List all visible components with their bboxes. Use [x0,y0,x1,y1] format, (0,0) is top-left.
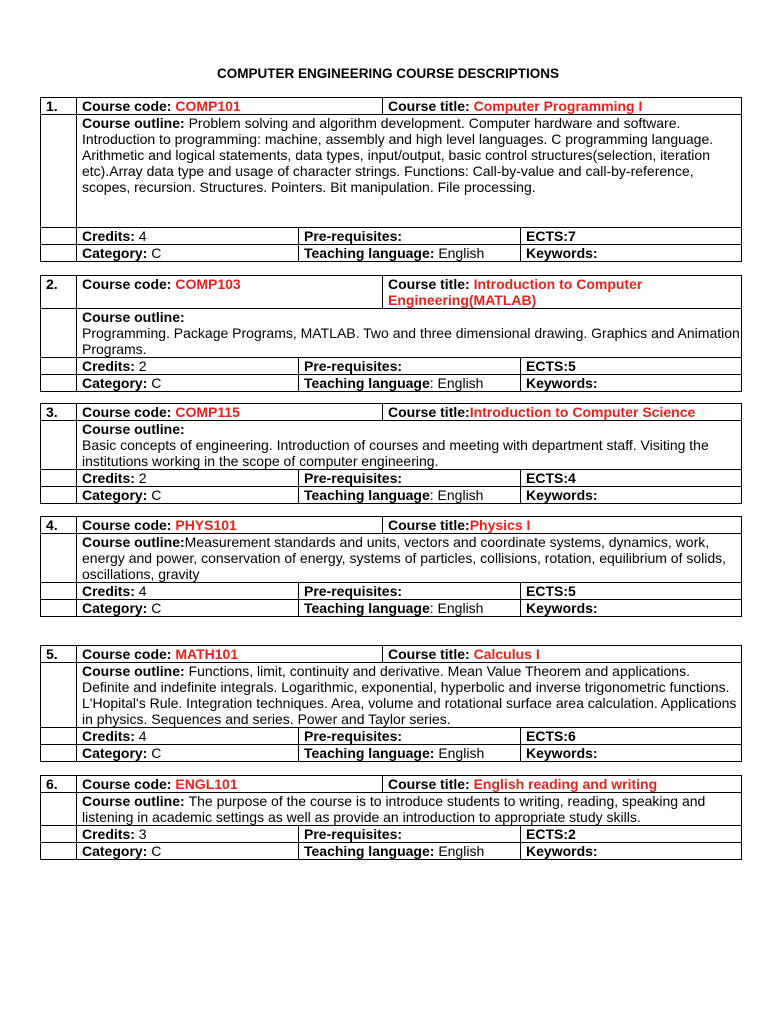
course-title-cell [383,646,742,663]
prerequisites-label: Pre-requisites: [299,826,521,843]
course-code-label: Course code: [82,276,176,292]
keywords-label: Keywords: [521,487,742,504]
category-label: Category: [82,487,152,503]
course-code: ENGL101 [175,776,238,792]
course-title-cell [383,276,742,309]
course-title-label: Course title: [388,404,470,420]
course-category-row [41,487,742,504]
category-value: C [151,600,162,616]
course-number: 1. [41,98,77,115]
teaching-language-label: Teaching language [304,600,430,616]
course-outline: Basic concepts of engineering. Introduction of courses and meeting with department staff. Visiting the institutions working in the scope of computer engineering. [82,437,709,469]
course-title: Introduction to Computer Science [469,404,696,420]
teaching-language-label: Teaching language: [304,745,439,761]
course-outline-cell [77,309,742,358]
credits-label: Credits: [82,228,139,244]
category-cell [77,487,299,504]
course-credits-row [41,826,742,843]
credits-cell [77,228,299,245]
ects-value: ECTS:6 [521,728,742,745]
course-credits-row [41,728,742,745]
credits-cell [77,826,299,843]
teaching-language-value: : English [429,487,484,503]
course-number: 4. [41,517,77,534]
teaching-language-cell [299,745,521,762]
course-code-label: Course code: [82,98,176,114]
course-title-label: Course title: [388,276,474,292]
course-outline: Functions, limit, continuity and derivative. Mean Value Theorem and applications. Definite and indefinite integrals. Logarithmic, exponential, hyperbolic and inverse trigonometric functions. L'Hopital's Rule. Integration techniques. Area, volume and rotational surface area calculation. Applications in physics. Sequences and series. Power and Taylor series. [82,663,737,727]
credits-value: 4 [138,583,147,599]
course-title-label: Course title: [388,98,474,114]
course-outline-label: Course outline: [82,309,185,325]
course-outline-cell [77,534,742,583]
course-title: English reading and writing [473,776,658,792]
course-header-row [41,776,742,793]
category-label: Category: [82,600,152,616]
course-title-cell [383,98,742,115]
course-table-5 [40,645,742,762]
credits-value: 4 [138,728,147,744]
course-header-row [41,646,742,663]
keywords-label: Keywords: [521,375,742,392]
course-outline-cell [77,663,742,728]
course-outline-cell [77,793,742,826]
teaching-language-cell [299,600,521,617]
keywords-label: Keywords: [521,245,742,262]
course-outline-cell [77,421,742,470]
course-table-1 [40,97,742,262]
teaching-language-cell [299,843,521,860]
course-outline: Programming. Package Programs, MATLAB. Two and three dimensional drawing. Graphics and Animation Programs. [82,325,740,357]
course-number: 3. [41,404,77,421]
ects-value: ECTS:5 [521,583,742,600]
category-label: Category: [82,245,152,261]
course-title-cell [383,517,742,534]
category-cell [77,600,299,617]
teaching-language-value: English [438,745,485,761]
course-code-cell [77,646,383,663]
course-code-label: Course code: [82,646,176,662]
course-credits-row [41,470,742,487]
category-cell [77,375,299,392]
course-title: Physics I [469,517,531,533]
category-label: Category: [82,745,152,761]
course-code: COMP101 [175,98,241,114]
credits-label: Credits: [82,358,139,374]
teaching-language-value: : English [429,600,484,616]
credits-cell [77,728,299,745]
teaching-language-label: Teaching language [304,375,430,391]
course-outline: Measurement standards and units, vectors and coordinate systems, dynamics, work, energy and power, conservation of energy, systems of particles, collisions, rotation, equilibrium of solids, oscillations, gravity [82,534,727,582]
course-table-4 [40,516,742,617]
course-table-6 [40,775,742,860]
course-number: 2. [41,276,77,309]
course-header-row [41,98,742,115]
keywords-label: Keywords: [521,600,742,617]
course-code-cell [77,404,383,421]
category-label: Category: [82,843,152,859]
course-outline-cell [77,115,742,228]
course-code-cell [77,517,383,534]
credits-cell [77,470,299,487]
category-value: C [151,245,162,261]
course-table-2 [40,275,742,392]
prerequisites-label: Pre-requisites: [299,583,521,600]
category-cell [77,843,299,860]
teaching-language-value: English [438,843,485,859]
category-value: C [151,745,162,761]
category-value: C [151,843,162,859]
course-outline-row [41,309,742,358]
credits-label: Credits: [82,728,139,744]
course-title: Calculus I [473,646,540,662]
course-code: MATH101 [175,646,239,662]
course-code: COMP115 [175,404,240,420]
course-category-row [41,843,742,860]
course-category-row [41,375,742,392]
credits-cell [77,358,299,375]
course-title-cell [383,404,742,421]
prerequisites-label: Pre-requisites: [299,728,521,745]
course-outline-label: Course outline: [82,115,189,131]
teaching-language-label: Teaching language [304,487,430,503]
prerequisites-label: Pre-requisites: [299,358,521,375]
prerequisites-label: Pre-requisites: [299,228,521,245]
course-category-row [41,245,742,262]
course-title-label: Course title: [388,517,470,533]
ects-value: ECTS:5 [521,358,742,375]
course-code-label: Course code: [82,776,176,792]
course-outline: Problem solving and algorithm development. Computer hardware and software. Introduction to programming: machine, assembly and high level languages. C programming language. Arithmetic and logical statements, data types, input/output, basic control structures(selection, iteration etc).Array data type and usage of character strings. Functions: Call-by-value and call-by-reference, scopes, recursion. Structures. Pointers. Bit manipulation. File processing. [82,115,714,195]
course-category-row [41,745,742,762]
teaching-language-cell [299,375,521,392]
ects-value: ECTS:7 [521,228,742,245]
course-title-label: Course title: [388,646,474,662]
course-header-row [41,404,742,421]
course-credits-row [41,583,742,600]
course-outline-row [41,421,742,470]
course-number: 5. [41,646,77,663]
teaching-language-cell [299,487,521,504]
category-label: Category: [82,375,152,391]
teaching-language-value: : English [429,375,484,391]
credits-label: Credits: [82,583,139,599]
course-code-label: Course code: [82,404,176,420]
credits-value: 4 [138,228,147,244]
course-category-row [41,600,742,617]
prerequisites-label: Pre-requisites: [299,470,521,487]
course-code-cell [77,98,383,115]
course-outline-label: Course outline: [82,534,185,550]
teaching-language-cell [299,245,521,262]
course-code-cell [77,276,383,309]
credits-value: 2 [138,470,147,486]
course-outline-label: Course outline: [82,421,185,437]
category-cell [77,245,299,262]
course-outline-row [41,534,742,583]
keywords-label: Keywords: [521,745,742,762]
course-code-cell [77,776,383,793]
course-outline: The purpose of the course is to introduce students to writing, reading, speaking and listening in academic settings as well as provide an introduction to appropriate study skills. [82,793,706,825]
course-code: PHYS101 [175,517,237,533]
course-title: Introduction to Computer Engineering(MATLAB) [388,276,643,308]
category-value: C [151,487,162,503]
credits-label: Credits: [82,470,139,486]
course-title-cell [383,776,742,793]
course-code-label: Course code: [82,517,176,533]
course-header-row [41,276,742,309]
credits-value: 3 [138,826,147,842]
course-table-3 [40,403,742,504]
course-outline-label: Course outline: [82,663,189,679]
ects-value: ECTS:4 [521,470,742,487]
category-value: C [151,375,162,391]
teaching-language-label: Teaching language: [304,843,439,859]
credits-cell [77,583,299,600]
credits-value: 2 [138,358,147,374]
course-header-row [41,517,742,534]
page-title: COMPUTER ENGINEERING COURSE DESCRIPTIONS [216,66,560,81]
ects-value: ECTS:2 [521,826,742,843]
teaching-language-value: English [438,245,485,261]
course-title-label: Course title: [388,776,474,792]
course-outline-label: Course outline: [82,793,189,809]
course-credits-row [41,228,742,245]
course-number: 6. [41,776,77,793]
category-cell [77,745,299,762]
course-code: COMP103 [175,276,241,292]
course-outline-row [41,663,742,728]
teaching-language-label: Teaching language: [304,245,439,261]
credits-label: Credits: [82,826,139,842]
course-credits-row [41,358,742,375]
course-title: Computer Programming I [473,98,643,114]
course-outline-row [41,115,742,228]
keywords-label: Keywords: [521,843,742,860]
course-outline-row [41,793,742,826]
